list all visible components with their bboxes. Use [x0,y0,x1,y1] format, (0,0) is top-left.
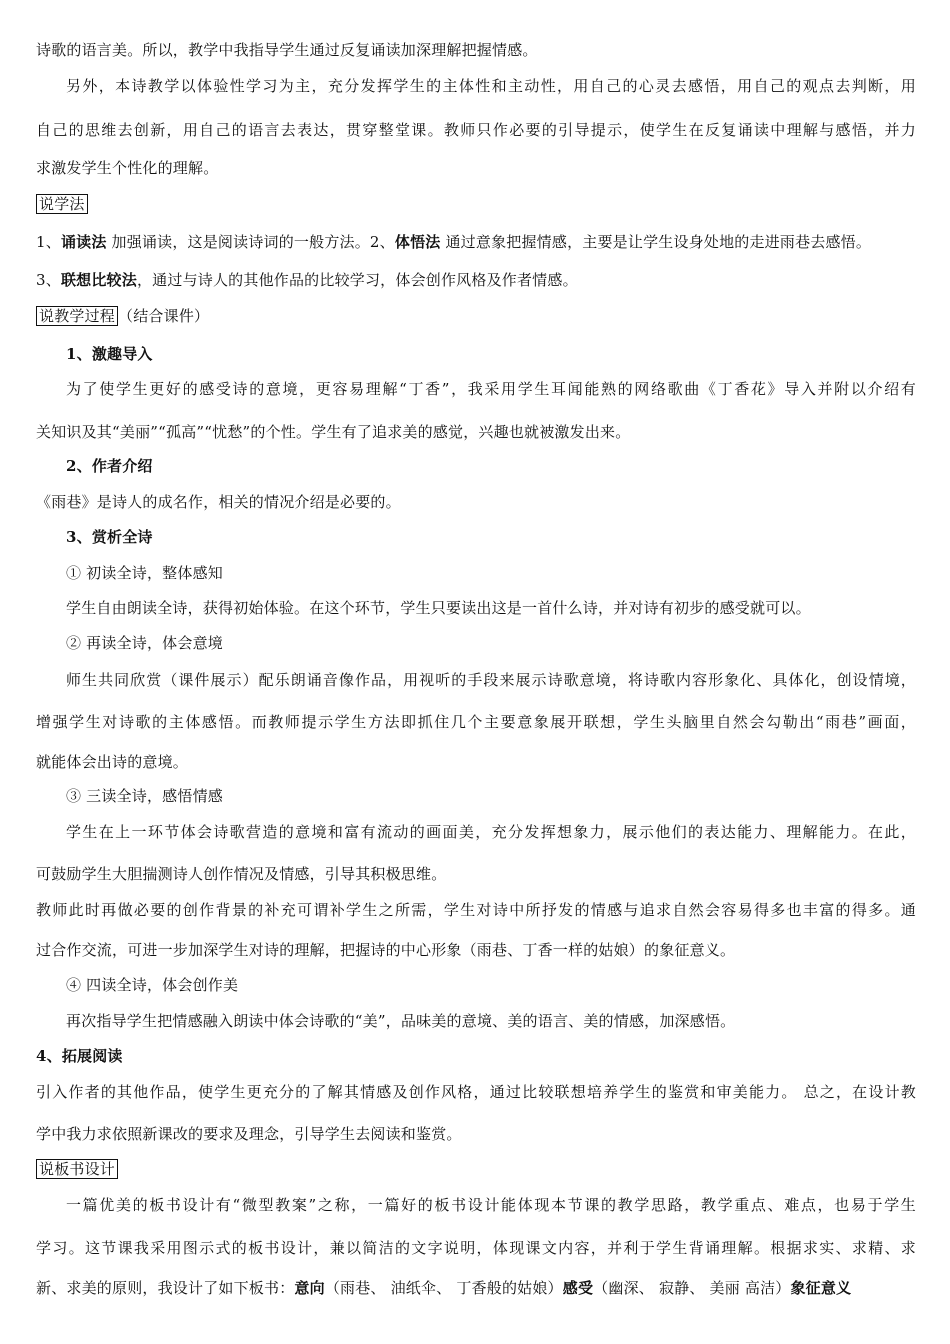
method-name: 诵读法 [60,233,107,251]
step-title: 1、激趣导入 [66,345,153,363]
paragraph-line: 可鼓励学生大胆揣测诗人创作情况及情感，引导其积极思维。 [36,865,447,883]
sub-step-title: ③ 三读全诗，感悟情感 [66,787,223,805]
paragraph-line: 诗歌的语言美。所以，教学中我指导学生通过反复诵读加深理解把握情感。 [36,41,538,59]
paragraph-line: 教师此时再做必要的创作背景的补充可谓补学生之所需，学生对诗中所抒发的情感与追求自然会容易得多也丰富的得多。通 [36,901,916,919]
sub-step-title: ④ 四读全诗，体会创作美 [66,976,239,994]
paragraph-line: 自己的思维去创新，用自己的语言去表达，贯穿整堂课。教师只作必要的引导提示，使学生在反复诵读中理解与感悟，并力 [36,121,916,139]
paragraph-line: 增强学生对诗歌的主体感悟。而教师提示学生方法即抓住几个主要意象展开联想，学生头脑里自然会勾勒出“雨巷”画面， [36,713,916,731]
paragraph-line: 关知识及其“美丽”“孤高”“忧愁”的个性。学生有了追求美的感觉，兴趣也就被激发出来。 [36,423,631,441]
paragraph-line: 学中我力求依照新课改的要求及理念，引导学生去阅读和鉴赏。 [36,1125,462,1143]
step-title: 4、拓展阅读 [36,1047,123,1065]
method-line: 3、联想比较法，通过与诗人的其他作品的比较学习，体会创作风格及作者情感。 [36,271,578,289]
section-heading-note: （结合课件） [118,307,210,325]
paragraph-line: 师生共同欣赏（课件展示）配乐朗诵音像作品，用视听的手段来展示诗歌意境，将诗歌内容形象化、具体化，创设情境， [66,671,916,689]
paragraph-line: 就能体会出诗的意境。 [36,753,189,771]
paragraph-line: 学习。这节课我采用图示式的板书设计，兼以简洁的文字说明，体现课文内容，并利于学生背诵理解。根据求实、求精、求 [36,1239,916,1257]
section-heading-label: 说学法 [36,194,88,214]
method-line: 1、诵读法 加强诵读，这是阅读诗词的一般方法。2、体悟法 通过意象把握情感，主要是让学生设身处地的走进雨巷去感悟。 [36,233,872,251]
sub-step-title: ② 再读全诗，体会意境 [66,634,223,652]
paragraph-line: 一篇优美的板书设计有“微型教案”之称，一篇好的板书设计能体现本节课的教学思路，教学重点、难点，也易于学生 [66,1196,916,1214]
paragraph-line: 过合作交流，可进一步加深学生对诗的理解，把握诗的中心形象（雨巷、丁香一样的姑娘）的象征意义。 [36,941,736,959]
paragraph-line: 新、求美的原则，我设计了如下板书：意向（雨巷、 油纸伞、 丁香般的姑娘）感受（幽深、 寂静、 美丽 高洁）象征意义 [36,1279,852,1297]
method-name: 体悟法 [394,233,441,251]
section-heading-board-design [36,1159,916,1179]
paragraph-line: 另外，本诗教学以体验性学习为主，充分发挥学生的主体性和主动性，用自己的心灵去感悟，用自己的观点去判断，用 [66,77,916,95]
section-heading-label: 说教学过程 [36,306,118,326]
section-heading-study-method [36,194,916,214]
sub-step-title: ① 初读全诗，整体感知 [66,564,223,582]
step-title: 3、赏析全诗 [66,528,153,546]
board-keyword: 象征意义 [790,1279,852,1297]
paragraph-line: 《雨巷》是诗人的成名作，相关的情况介绍是必要的。 [36,493,401,511]
section-heading-teaching-process [36,306,916,326]
paragraph-line: 再次指导学生把情感融入朗读中体会诗歌的“美”，品味美的意境、美的语言、美的情感，加深感悟。 [66,1012,736,1030]
method-name: 联想比较法 [60,271,137,289]
step-title: 2、作者介绍 [66,457,153,475]
paragraph-line: 求激发学生个性化的理解。 [36,159,219,177]
paragraph-line: 学生在上一环节体会诗歌营造的意境和富有流动的画面美，充分发挥想象力，展示他们的表达能力、理解能力。在此， [66,823,916,841]
paragraph-line: 引入作者的其他作品，使学生更充分的了解其情感及创作风格，通过比较联想培养学生的鉴赏和审美能力。 总之，在设计教 [36,1083,916,1101]
board-keyword: 感受 [562,1279,594,1297]
paragraph-line: 学生自由朗读全诗，获得初始体验。在这个环节，学生只要读出这是一首什么诗，并对诗有初步的感受就可以。 [66,599,811,617]
section-heading-label: 说板书设计 [36,1159,118,1179]
board-keyword: 意向 [294,1279,325,1297]
paragraph-line: 为了使学生更好的感受诗的意境，更容易理解“丁香”，我采用学生耳闻能熟的网络歌曲《丁香花》导入并附以介绍有 [66,380,916,398]
